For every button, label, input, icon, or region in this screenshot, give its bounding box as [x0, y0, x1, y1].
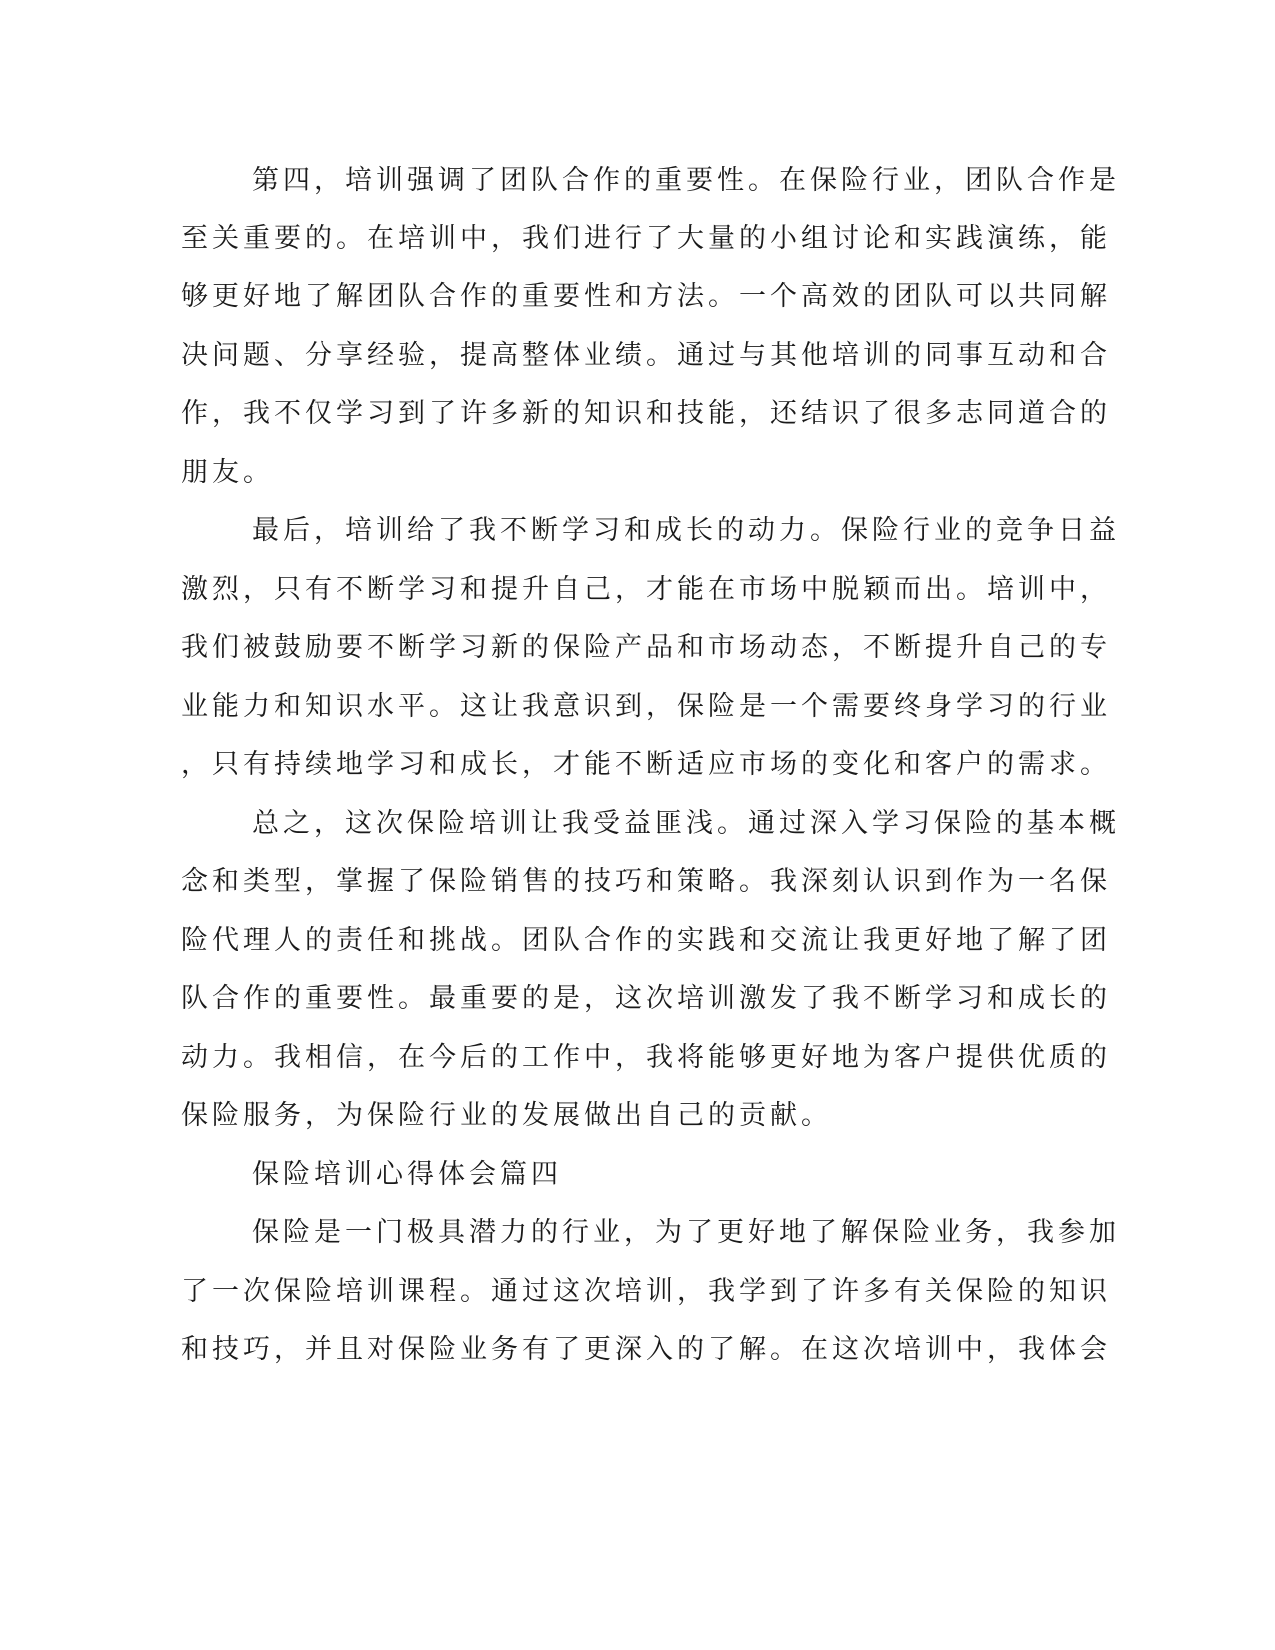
paragraph-line: 保险是一门极具潜力的行业，为了更好地了解保险业务，我参加 [252, 1217, 1120, 1248]
paragraph-line: 了一次保险培训课程。通过这次培训，我学到了许多有关保险的知识 [181, 1276, 1111, 1307]
paragraph-line: 够更好地了解团队合作的重要性和方法。一个高效的团队可以共同解 [181, 281, 1111, 312]
paragraph-line: 朋友。 [181, 457, 274, 488]
paragraph-line: 作，我不仅学习到了许多新的知识和技能，还结识了很多志同道合的 [181, 398, 1111, 429]
paragraph-line: ，只有持续地学习和成长，才能不断适应市场的变化和客户的需求。 [181, 749, 1111, 780]
paragraph-line: 动力。我相信，在今后的工作中，我将能够更好地为客户提供优质的 [181, 1042, 1111, 1073]
paragraph-line: 第四，培训强调了团队合作的重要性。在保险行业，团队合作是 [252, 165, 1120, 196]
paragraph-line: 险代理人的责任和挑战。团队合作的实践和交流让我更好地了解了团 [181, 925, 1111, 956]
section-heading: 保险培训心得体会篇四 [252, 1159, 562, 1190]
paragraph-line: 决问题、分享经验，提高整体业绩。通过与其他培训的同事互动和合 [181, 340, 1111, 371]
paragraph-line: 业能力和知识水平。这让我意识到，保险是一个需要终身学习的行业 [181, 691, 1111, 722]
paragraph-line: 至关重要的。在培训中，我们进行了大量的小组讨论和实践演练，能 [181, 223, 1111, 254]
paragraph-line: 总之，这次保险培训让我受益匪浅。通过深入学习保险的基本概 [252, 808, 1120, 839]
paragraph-line: 激烈，只有不断学习和提升自己，才能在市场中脱颖而出。培训中， [181, 574, 1111, 605]
paragraph-line: 和技巧，并且对保险业务有了更深入的了解。在这次培训中，我体会 [181, 1334, 1111, 1365]
paragraph-line: 队合作的重要性。最重要的是，这次培训激发了我不断学习和成长的 [181, 983, 1111, 1014]
paragraph-line: 念和类型，掌握了保险销售的技巧和策略。我深刻认识到作为一名保 [181, 866, 1111, 897]
paragraph-line: 保险服务，为保险行业的发展做出自己的贡献。 [181, 1100, 832, 1131]
paragraph-line: 最后，培训给了我不断学习和成长的动力。保险行业的竞争日益 [252, 515, 1120, 546]
paragraph-line: 我们被鼓励要不断学习新的保险产品和市场动态，不断提升自己的专 [181, 632, 1111, 663]
